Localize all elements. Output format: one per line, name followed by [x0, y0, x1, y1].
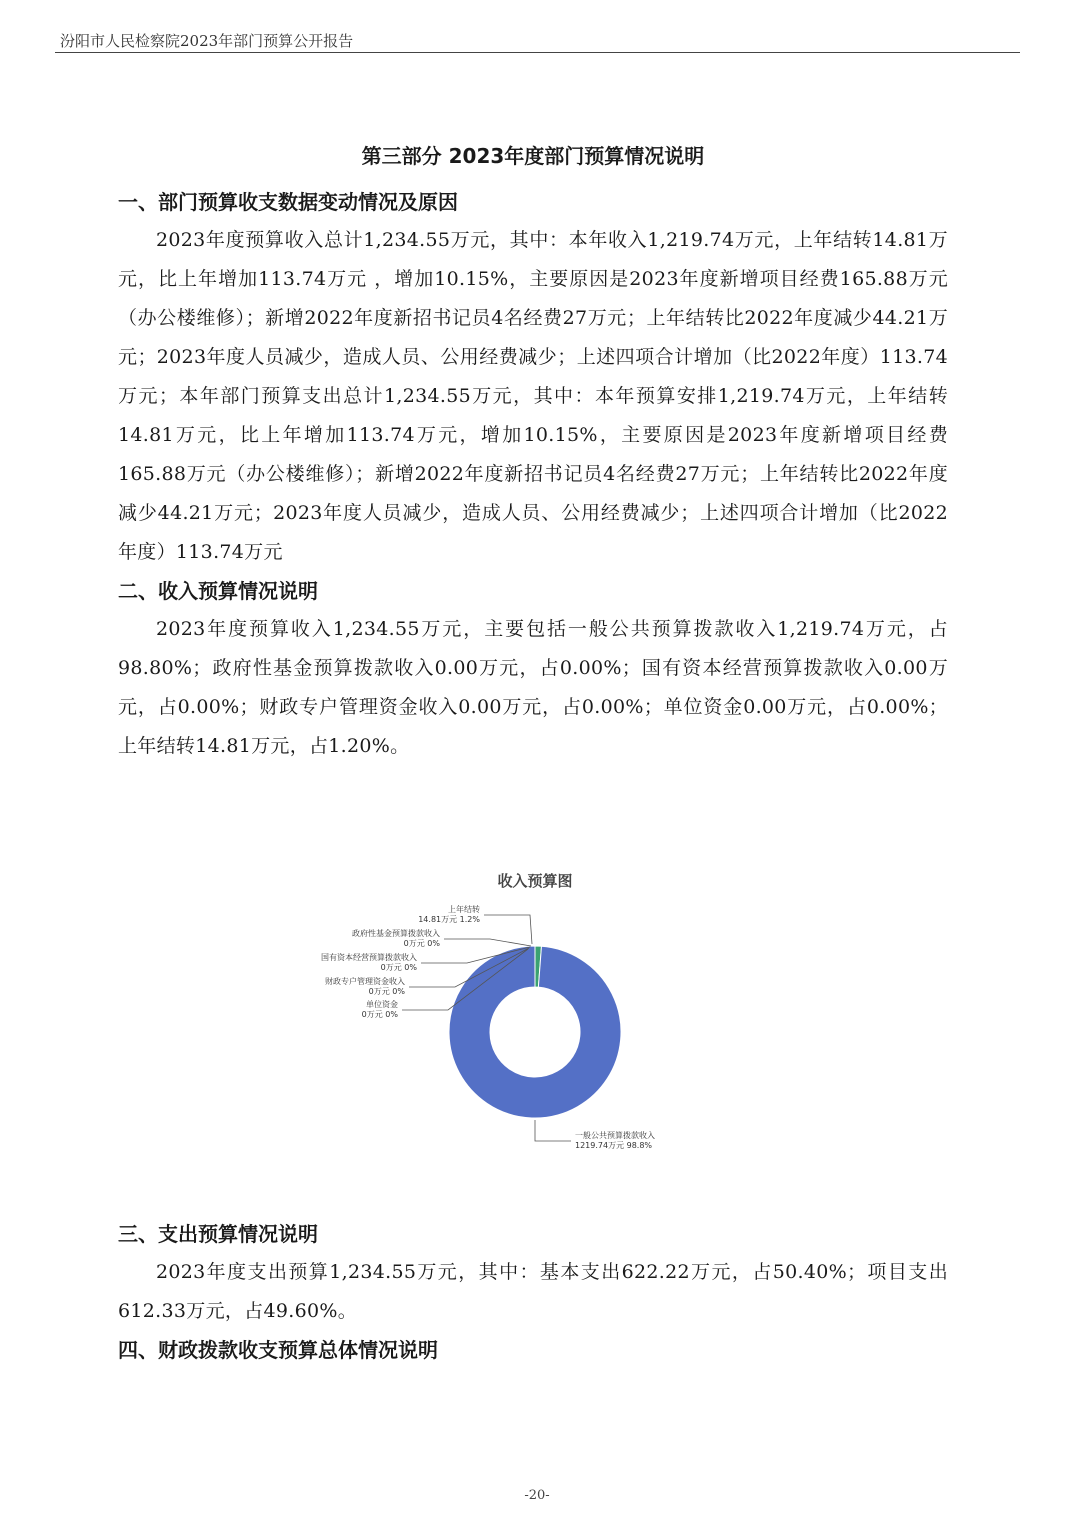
slice-value-label-1: 14.81万元 1.2%	[418, 915, 480, 924]
slice-value-label-3: 0万元 0%	[380, 963, 417, 972]
slice-name-label-4: 财政专户管理资金收入	[325, 977, 405, 986]
slice-value-label-5: 0万元 0%	[361, 1010, 398, 1019]
section-heading-3: 三、支出预算情况说明	[118, 1222, 318, 1246]
section-heading-1: 一、部门预算收支数据变动情况及原因	[118, 190, 458, 214]
chart-slices	[449, 946, 621, 1118]
slice-0	[449, 946, 621, 1118]
chart-title: 收入预算图	[497, 872, 573, 890]
slice-name-label-1: 上年结转	[448, 905, 480, 914]
slice-name-label-5: 单位资金	[366, 1000, 398, 1009]
slice-value-label-4: 0万元 0%	[368, 987, 405, 996]
document-header-title: 汾阳市人民检察院2023年部门预算公开报告	[60, 32, 354, 50]
section-3-paragraph: 2023年度支出预算1,234.55万元，其中：基本支出622.22万元，占50.40%；项目支出612.33万元，占49.60%。	[118, 1261, 948, 1322]
slice-value-label-0: 1219.74万元 98.8%	[575, 1141, 653, 1150]
leader-line-1	[484, 915, 532, 944]
leader-line-2	[444, 939, 531, 946]
main-content	[118, 140, 948, 766]
slice-name-label-3: 国有资本经营预算拨款收入	[321, 953, 417, 962]
part-title: 第三部分 2023年度部门预算情况说明	[361, 144, 705, 168]
header-divider	[55, 52, 1020, 53]
section-1-paragraph: 2023年度预算收入总计1,234.55万元，其中：本年收入1,219.74万元，上年结转14.81万元，比上年增加113.74万元 ，增加10.15%，主要原因是2023年度新增项目经费165.88万元（办公楼维修）；新增2022年度新招书记员4名经费27万元；上年结转比2022年度减少44.21万元；2023年度人员减少，造成人员、公用经费减少；上述四项合计增加（比2022年度）113.74万元；本年部门预算支出总计1,234.55万元，其中：本年预算安排1,219.74万元，上年结转14.81万元，比上年增加113.74万元，增加10.15%，主要原因是2023年度新增项目经费165.88万元（办公楼维修）；新增2022年度新招书记员4名经费27万元；上年结转比2022年度减少44.21万元；2023年度人员减少，造成人员、公用经费减少；上述四项合计增加（比2022年度）113.74万元	[118, 229, 948, 563]
slice-name-label-0: 一般公共预算拨款收入	[575, 1131, 655, 1140]
page-number: -20-	[524, 1488, 550, 1503]
slice-name-label-2: 政府性基金预算拨款收入	[352, 929, 440, 938]
income-budget-chart	[270, 860, 730, 1170]
slice-value-label-2: 0万元 0%	[403, 939, 440, 948]
section-heading-4: 四、财政拨款收支预算总体情况说明	[118, 1338, 438, 1362]
section-heading-2: 二、收入预算情况说明	[118, 579, 318, 603]
leader-line-0	[535, 1120, 571, 1141]
section-2-paragraph: 2023年度预算收入1,234.55万元，主要包括一般公共预算拨款收入1,219.74万元，占98.80%；政府性基金预算拨款收入0.00万元，占0.00%；国有资本经营预算拨款收入0.00万元，占0.00%；财政专户管理资金收入0.00万元，占0.00%；单位资金0.00万元，占0.00%；上年结转14.81万元，占1.20%。	[118, 618, 948, 757]
section-3-block	[118, 1215, 948, 1369]
donut-chart-svg	[270, 860, 730, 1170]
